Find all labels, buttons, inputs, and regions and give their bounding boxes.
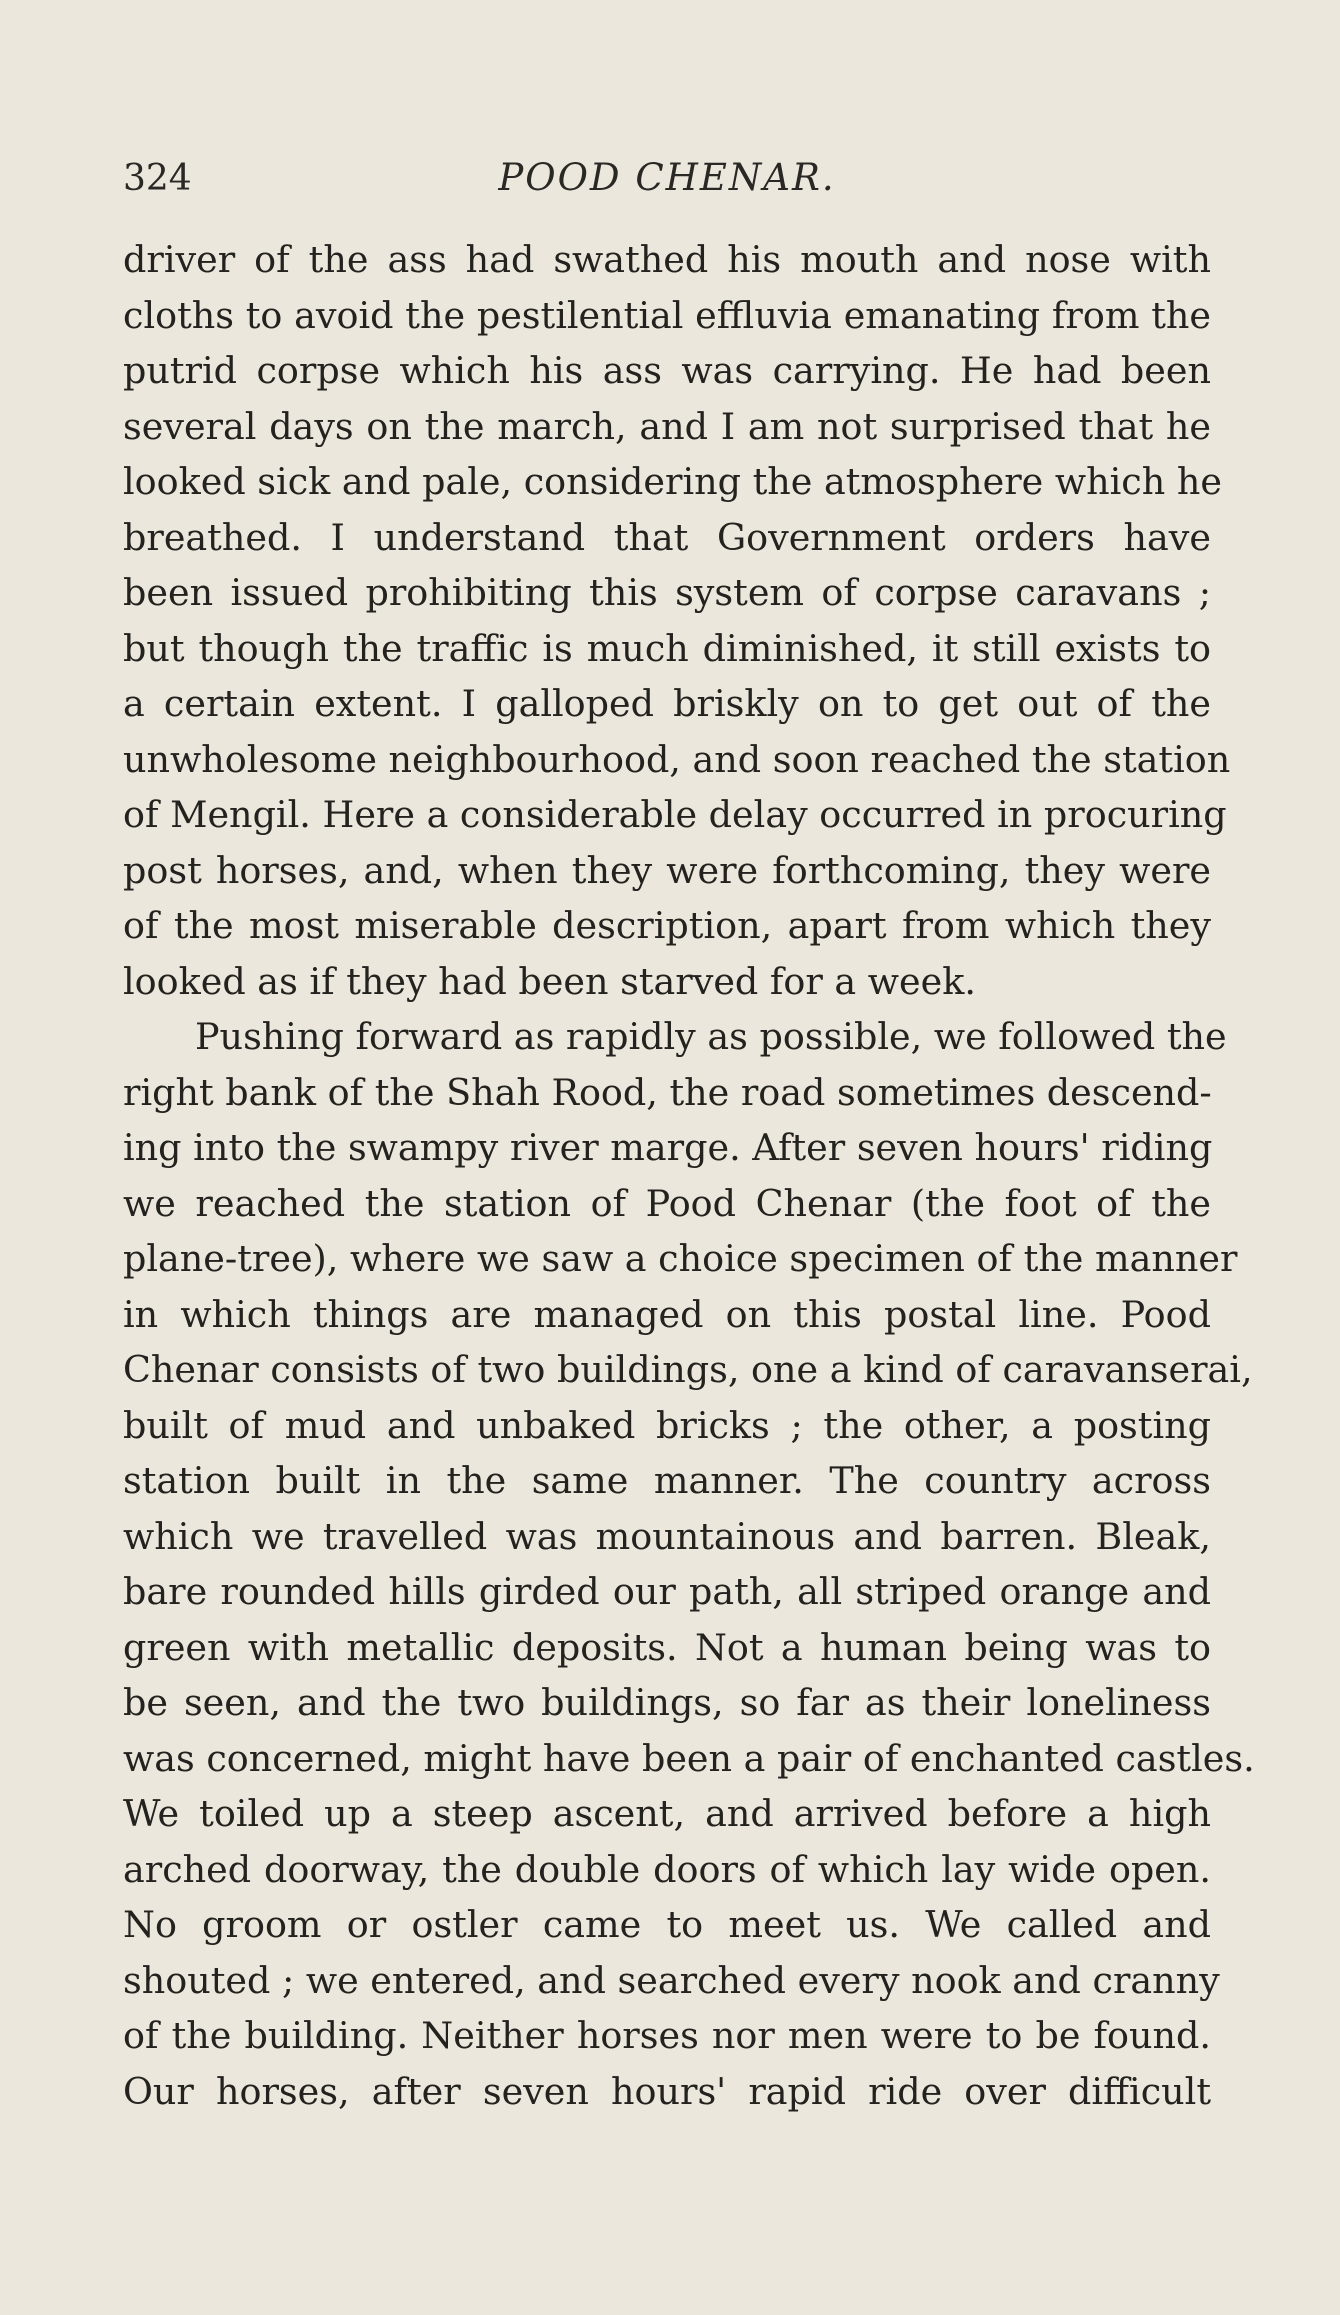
text-line: was concerned, might have been a pair of enchanted castles. bbox=[123, 1736, 1255, 1780]
text-line: driver of the ass had swathed his mouth and nose with bbox=[123, 238, 1211, 281]
text-line: several days on the march, and I am not surprised that he bbox=[123, 404, 1211, 448]
text-line: ing into the swampy river marge. After seven hours' riding bbox=[123, 1126, 1213, 1169]
paragraph-1 bbox=[123, 232, 1231, 1009]
running-title: POOD CHENAR. bbox=[498, 156, 836, 199]
paragraph-2 bbox=[123, 1009, 1255, 2119]
running-head bbox=[123, 152, 1211, 212]
text-line: unwholesome neighbourhood, and soon reached the station bbox=[123, 737, 1231, 781]
text-line: of the most miserable description, apart from which they bbox=[123, 904, 1211, 947]
text-line: green with metallic deposits. Not a human being was to bbox=[123, 1625, 1211, 1669]
text-line: of the building. Neither horses nor men were to be found. bbox=[123, 2014, 1211, 2057]
text-line: built of mud and unbaked bricks ; the other, a posting bbox=[123, 1403, 1211, 1447]
text-line: bare rounded hills girded our path, all striped orange and bbox=[123, 1570, 1211, 1613]
text-line: a certain extent. I galloped briskly on to get out of the bbox=[123, 682, 1211, 725]
page-number: 324 bbox=[123, 158, 192, 199]
text-line: of Mengil. Here a considerable delay occurred in procuring bbox=[123, 793, 1227, 836]
text-line: post horses, and, when they were forthcoming, they were bbox=[123, 848, 1211, 892]
text-line: Pushing forward as rapidly as possible, we followed the bbox=[195, 1015, 1227, 1058]
text-line: We toiled up a steep ascent, and arrived before a high bbox=[123, 1792, 1211, 1835]
text-line: looked as if they had been starved for a week. bbox=[123, 959, 976, 1003]
body-text bbox=[123, 232, 1255, 2119]
text-line: in which things are managed on this postal line. Pood bbox=[123, 1292, 1211, 1336]
text-line: be seen, and the two buildings, so far as their loneliness bbox=[123, 1681, 1211, 1724]
text-line: putrid corpse which his ass was carrying. He had been bbox=[123, 349, 1211, 392]
text-line: cloths to avoid the pestilential effluvia emanating from the bbox=[123, 293, 1211, 337]
text-line: Our horses, after seven hours' rapid ride over difficult bbox=[123, 2069, 1211, 2113]
text-line: been issued prohibiting this system of corpse caravans ; bbox=[123, 571, 1211, 614]
text-line: we reached the station of Pood Chenar (the foot of the bbox=[123, 1181, 1211, 1225]
text-line: shouted ; we entered, and searched every nook and cranny bbox=[123, 1958, 1220, 2002]
text-line: but though the traffic is much diminished, it still exists to bbox=[123, 626, 1211, 670]
text-line: arched doorway, the double doors of which lay wide open. bbox=[123, 1847, 1211, 1891]
text-line: plane-tree), where we saw a choice specimen of the manner bbox=[123, 1237, 1238, 1280]
text-line: looked sick and pale, considering the atmosphere which he bbox=[123, 460, 1222, 503]
text-line: which we travelled was mountainous and barren. Bleak, bbox=[123, 1514, 1211, 1558]
text-line: station built in the same manner. The country across bbox=[123, 1459, 1211, 1502]
text-line: Chenar consists of two buildings, one a kind of caravanserai, bbox=[123, 1348, 1253, 1391]
text-line: No groom or ostler came to meet us. We called and bbox=[123, 1903, 1211, 1946]
text-line: breathed. I understand that Government orders have bbox=[123, 515, 1211, 559]
text-line: right bank of the Shah Rood, the road sometimes descend- bbox=[123, 1070, 1212, 1114]
